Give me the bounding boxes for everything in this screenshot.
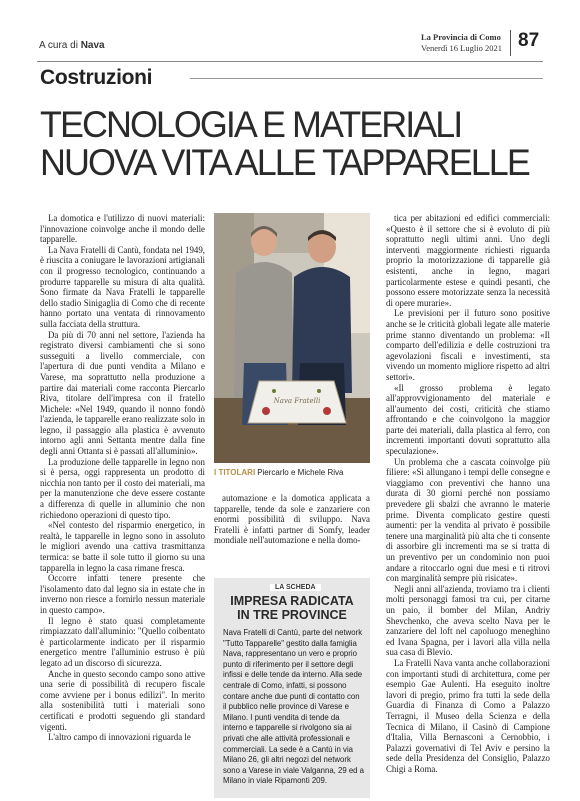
paragraph: L'altro campo di innovazioni riguarda le [48,732,191,743]
paragraph: Anche in questo secondo campo sono attive una serie di possibilità di recupero fiscale come avviene per i bonus edilizi". In merito alla sostenibilità tutti i materiali sono certificati e prodotti seguendo gli standard vigenti. [40,668,205,732]
paragraph: Negli anni all'azienda, troviamo tra i clienti molti personaggi famosi tra cui, per citarne un paio, il bomber del Milan, Andriy Shevchenko, che aveva scelto Nava per le zanzariere del loft nel capoluogo meneghino ed Ivana Spagna, per i lavori alla villa nella sua casa di Blevio. [386,583,550,658]
box-tag: LA SCHEDA [270,584,321,591]
article-column-2 [214,493,370,563]
paragraph: La Nava Fratelli di Cantù, fondata nel 1949, è riuscita a coniugare le lavorazioni artigianali con il progresso tecnologico, continuando a produrre tapparelle su misura di alta qualità. Sono firmate da Nava Fratelli le tapparelle dello stadio Sinigaglia di Como che di recente hanno portato una ventata di rinnovamento sulla facciata della struttura. [40,244,205,329]
paragraph: La produzione delle tapparelle in legno non si è persa, oggi rappresenta un prodotto di nicchia non tanto per il costo dei materiali, ma per la manutenzione che deve essere costante a differenza di quelle in alluminio che non richiedono operazioni di questo tipo. [40,456,205,520]
paragraph: Da più di 70 anni nel settore, l'azienda ha registrato diversi cambiamenti che si sono susseguiti a livello commerciale, con l'apertura di due punti vendita a Milano e Varese, ma soprattutto nella produzione a partire dai materiali come racconta Piercarlo Riva, titolare dell'impresa con il fratello Michele: «Nel 1949, quando il nonno fondò l'azienda, le tapparelle erano realizzate solo in legno, il passaggio alla plastica è avvenuto intorno agli anni Settanta mentre dalla fine degli anni Ottanta si è passati all'alluminio». [40,329,205,457]
paragraph: tica per abitazioni ed edifici commerciali: «Questo è il settore che si è evoluto di più soprattutto negli ultimi anni. Uno degli interventi maggiormente richiesti riguarda proprio la motorizzazione di tapparelle già esistenti, anche in legno, magari particolarmente estese e quindi pesanti, che possono essere motorizzate senza la necessità di opere murarie». [386,213,550,308]
paragraph: La domotica e l'utilizzo di nuovi materiali: l'innovazione coinvolge anche il mondo delle tapparelle. [40,213,205,245]
box-title-line-2: IN TRE PROVINCE [237,607,347,622]
page-number: 87 [518,30,540,51]
box-title-line-1: IMPRESA RADICATA [230,594,354,608]
a-cura-di-prefix: A cura di [39,40,78,51]
box-text: Nava Fratelli di Cantù, parte del network "Tutto Tapparelle" gestito dalla famiglia Nava, rappresentano un vero e proprio punto di riferimento per il settore degli infissi e delle tende da interno. Alla sede centrale di Como, infatti, si possono contare anche due punti di contatto con il pubblico nelle province di Varese e Milano. I punti vendita di tende da interno e tapparelle si rivolgono sia ai privati che alle attività professionali e commerciali. La sede è a Cantù in via Milano 26, gli altri negozi del network sono a Varese in viale Valganna, 29 ed a Milano in viale Ripamonti 209. [223,628,365,786]
photo-caption [214,468,374,477]
headline-line-1: TECNOLOGIA E MATERIALI [40,104,462,145]
section-title: Costruzioni [40,66,153,89]
paragraph: La Fratelli Nava vanta anche collaborazioni con importanti studi di architettura, come per esempio Gae Aulenti. Ha eseguito inoltre lavori di pregio, primo fra tutti la sede della Guardia di Finanza di Como a Palazzo Terragni, il Museo della Scienza e della Tecnica di Milano, il Casinò di Campione d'Italia, Villa Bernasconi a Cernobbio, i Palazzi governativi di Tel Aviv e persino la sede della Presidenza del Consiglio, Palazzo Chigi a Roma. [386,657,550,774]
caption-text: Piercarlo e Michele Riva [257,468,344,477]
masthead-date: Venerdì 16 Luglio 2021 [421,43,502,53]
paragraph: Le previsioni per il futuro sono positive anche se le criticità globali legate alle materie prime stanno diventando un problema: «Il comparto dell'edilizia e delle costruzioni tra agevolazioni fiscali e investimenti, sta vivendo un momento migliore rispetto ad altri settori». [386,308,550,382]
a-cura-di-name: Nava [80,40,105,51]
owners-photo-illustration [214,213,370,463]
paragraph: automazione e la domotica applicata a tapparelle, tende da sole e zanzariere con enormi possibilità di sviluppo. Nava Fratelli è infatti partner di Somfy, leader mondiale nell'automazione e nella domo- [214,493,370,546]
headline [40,106,535,182]
caption-label: I TITOLARI [214,468,256,477]
section-rule [190,78,543,79]
paragraph: Un problema che a cascata coinvolge più filiere: «Si allungano i tempi delle consegne e viaggiamo con preventivi che hanno una durata di 30 giorni perché non possiamo prevedere gli sbalzi che avranno le materie prime. Diventa complicato gestire questi aumenti: per la vendita al privato è possibile tenere una marginalità più alta che ti consente di assorbire gli incrementi ma se si tratta di un preventivo per un condominio non puoi andare a ritoccarlo ogni due mesi e ti ritrovi con marginalità sempre più risicate». [386,456,550,584]
paragraph: Il legno è stato quasi completamente rimpiazzato dall'alluminio: "Quello coibentato è particolarmente indicato per il risparmio energetico mentre l'alluminio estruso è più legato ad un discorso di sicurezza. [40,615,205,668]
info-box [214,578,370,798]
paragraph: «Nel contesto del risparmio energetico, in realtà, le tapparelle in legno sono in assoluto le migliori avendo una cattiva trasmittanza termica: se batte il sole tutto il giorno su una tapparella in legno la casa rimane fresca. [40,520,205,573]
page-header [0,0,580,66]
box-title [214,595,370,622]
masthead [421,32,502,54]
cake-text: Nava Fratelli [273,397,321,405]
owners-photo [214,213,370,463]
header-rule [37,61,543,62]
paragraph: Occorre infatti tenere presente che l'isolamento dato dal legno sia in estate che in inverno non riesce a fornirlo nessun materiale in questo campo». [40,573,205,615]
masthead-title: La Provincia di Como [421,32,501,42]
article-column-3 [386,213,550,799]
page-number-divider [510,30,511,56]
paragraph: «Il grosso problema è legato all'approvvigionamento del materiale e all'aumento dei costi, criticità che stiamo affrontando e che coinvolgono la maggior parte dei materiali, dalla plastica al ferro, con incrementi importanti dovuti soprattutto alla speculazione». [386,382,550,457]
article-column-1 [40,213,205,799]
a-cura-di [39,40,105,51]
headline-line-2: NUOVA VITA ALLE TAPPARELLE [40,142,529,183]
